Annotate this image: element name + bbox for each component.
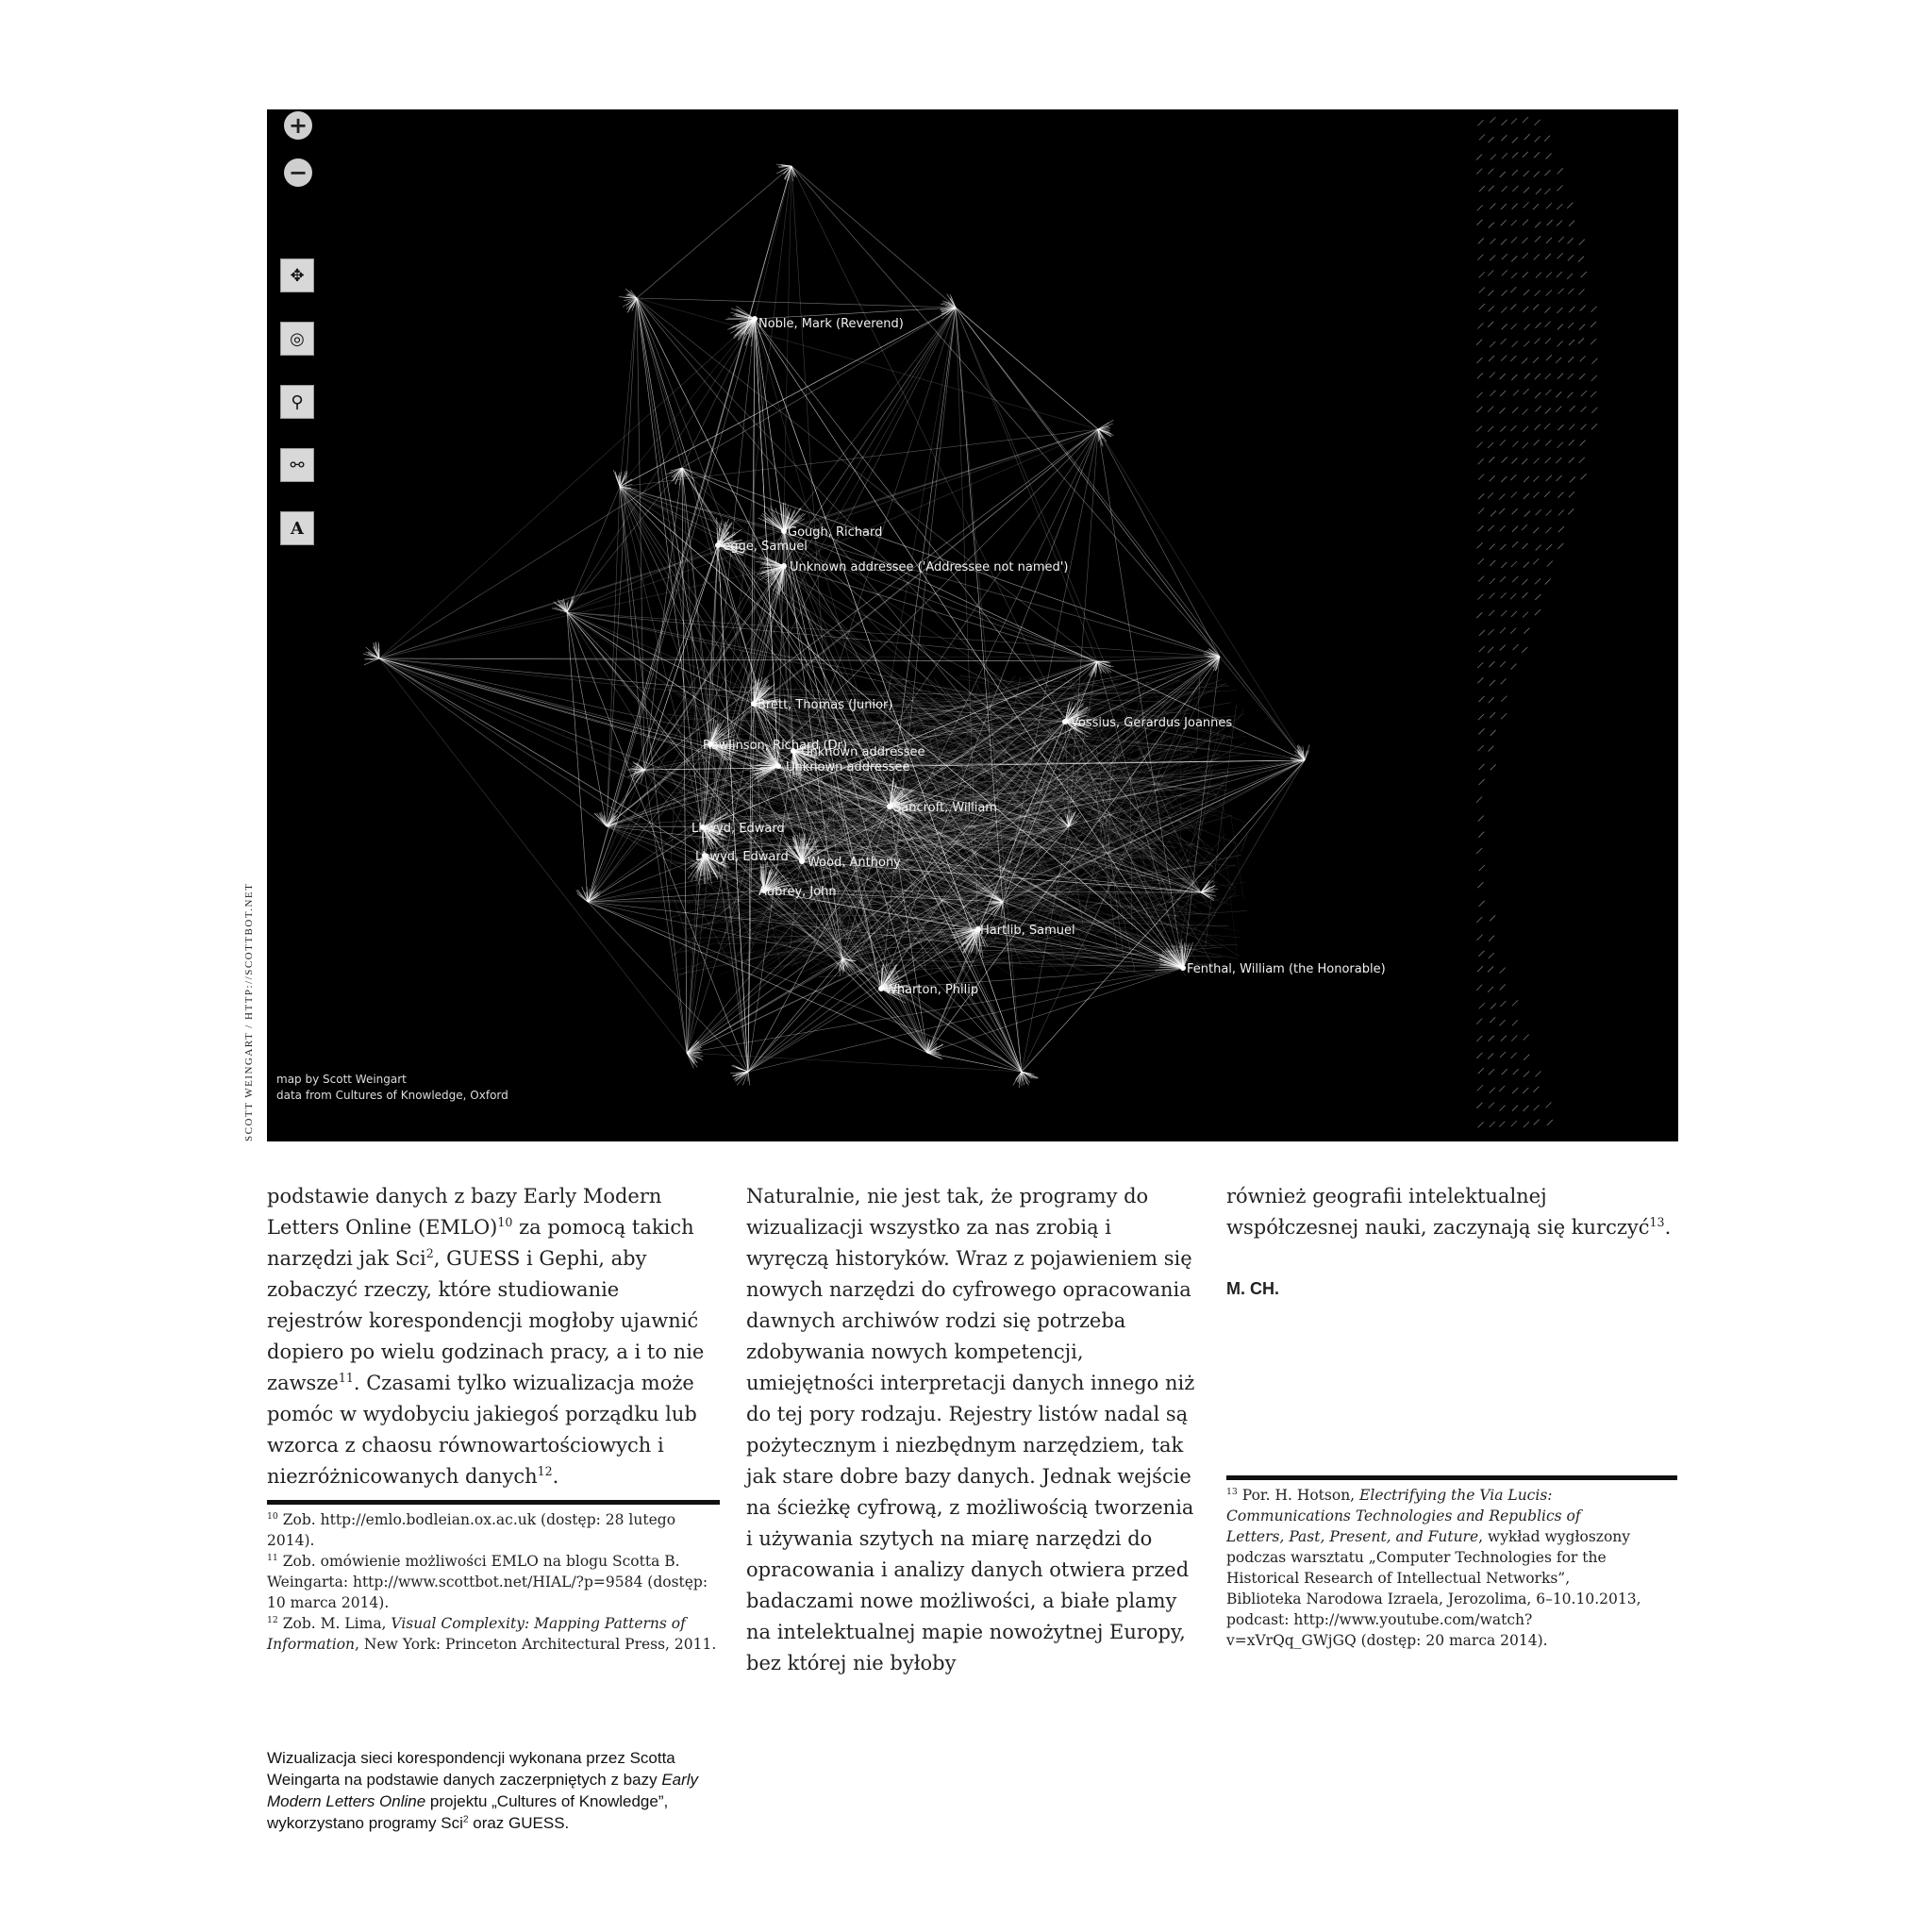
map-credit-line1: map by Scott Weingart <box>276 1073 407 1086</box>
col1-text-e: . <box>552 1465 559 1488</box>
node-label: Rawlinson, Richard (Dr) <box>703 739 848 753</box>
caption-text-a: Wizualizacja sieci korespondencji wykonana przez Scotta Weingarta na podstawie danych zaczerpniętych z bazy <box>267 1749 675 1789</box>
col1-text-b: za pomocą takich narzędzi jak Sci <box>267 1216 694 1270</box>
footnote-number: 12 <box>267 1614 278 1625</box>
node-label: Sancroft, William <box>893 801 997 815</box>
node-label: Vossius, Gerardus Joannes <box>1071 716 1233 730</box>
caption-italic: Early Modern Letters Online <box>267 1771 699 1810</box>
caption-text-b: projektu „Cultures of Knowledge”, wykorzystano programy Sci <box>267 1792 669 1832</box>
network-graph <box>267 109 1678 1141</box>
node-label: Unknown addressee ('Addressee not named') <box>790 560 1069 575</box>
footnote-title: Visual Complexity: Mapping Patterns of Information <box>267 1615 686 1653</box>
map-credit <box>276 1072 508 1104</box>
footnote-number: 13 <box>1226 1486 1238 1497</box>
node-edge-tool-icon[interactable]: ⚲ <box>280 385 314 419</box>
text-column-1 <box>267 1181 720 1492</box>
footnotes-left <box>267 1509 720 1655</box>
author-signature: M. CH. <box>1226 1279 1279 1298</box>
footnote-text: Por. H. Hotson, <box>1237 1487 1360 1504</box>
footnote-title: Electrifying the Via Lucis: Communications Technologies and Republics of Letters, Past, Present, and Future <box>1226 1487 1581 1545</box>
zoom-in-button[interactable]: + <box>284 111 312 140</box>
footnotes-right <box>1226 1485 1641 1651</box>
footnote-11 <box>267 1551 720 1613</box>
node-label: Unknown addressee <box>801 745 925 759</box>
node-label: Fenthal, William (the Honorable) <box>1187 962 1386 976</box>
network-visualization <box>267 109 1678 1141</box>
col3-text: również geografii intelektualnej współczesnej nauki, zaczynają się kurczyć <box>1226 1185 1650 1239</box>
text-column-3 <box>1226 1181 1677 1243</box>
col1-text-d: . Czasami tylko wizualizacja może pomóc w wydobyciu jakiegoś porządku lub wzorca z chaosu równowartościowych i niezróżnicowanych danych <box>267 1372 697 1488</box>
caption-text-c: oraz GUESS. <box>468 1814 570 1832</box>
figure-caption <box>267 1747 720 1834</box>
graph-node[interactable] <box>791 748 796 754</box>
node-label: Lhwyd, Edward <box>695 850 789 864</box>
footnote-text: Zob. omówienie możliwości EMLO na blogu Scotta B. Weingarta: http://www.scottbot.net/HIAL/?p=9584 (dostęp: 10 marca 2014). <box>267 1553 708 1611</box>
graph-node[interactable] <box>1180 965 1186 971</box>
graph-node[interactable] <box>775 763 781 769</box>
graph-node[interactable] <box>1062 719 1068 724</box>
footnote-text: , wykład wygłoszony podczas warsztatu „Computer Technologies for the Historical Research of Intellectual Networks”, Biblioteka Narodowa Izraela, Jerozolima, 6–10.10.2013, podcast: http://www.youtube.com/watch?v=xVrQq_GWjGQ (dostęp: 20 marca 2014). <box>1226 1528 1641 1649</box>
graph-node[interactable] <box>781 528 787 534</box>
footnote-text: , New York: Princeton Architectural Press, 2011. <box>355 1636 717 1653</box>
link-tool-icon[interactable]: ⚯ <box>280 448 314 482</box>
footnote-number: 11 <box>267 1552 278 1563</box>
footnote-divider-left <box>267 1500 720 1505</box>
footnote-ref-10[interactable]: 10 <box>497 1215 513 1229</box>
footnote-text: Zob. http://emlo.bodleian.ox.ac.uk (dostęp: 28 lutego 2014). <box>267 1511 676 1549</box>
photo-credit: SCOTT WEINGART / HTTP://SCOTTBOT.NET <box>243 882 255 1141</box>
move-tool-icon[interactable]: ✥ <box>280 258 314 292</box>
graph-node[interactable] <box>799 858 805 864</box>
col1-text-a: podstawie danych z bazy Early Modern Letters Online (EMLO) <box>267 1185 662 1239</box>
graph-node[interactable] <box>751 701 757 707</box>
col1-text-c: , GUESS i Gephi, aby zobaczyć rzeczy, które studiowanie rejestrów korespondencji mogłoby ujawnić dopiero po wielu godzinach pracy, a i to nie zawsze <box>267 1247 705 1394</box>
node-label: Brett, Thomas (Junior) <box>758 698 893 712</box>
graph-node[interactable] <box>887 804 892 809</box>
col2-text: Naturalnie, nie jest tak, że programy do wizualizacji wszystko za nas zrobią i wyręczą historyków. Wraz z pojawieniem się nowych narzędzi do cyfrowego opracowania dawnych archiwów rodzi się potrzeba zdobywania nowych kompetencji, umiejętności interpretacji danych innego niż do tej pory rodzaju. Rejestry listów nadal są pożytecznym i niezbędnym narzędziem, tak jak stare dobre bazy danych. Jednak wejście na ścieżkę cyfrową, z możliwością tworzenia i używania szytych na miarę narzędzi do opracowania i analizy danych otwiera przed badaczami nowe możliwości, a białe plamy na intelektualnej mapie nowożytnej Europy, bez której nie byłoby <box>746 1185 1195 1674</box>
col3-text-end: . <box>1664 1216 1672 1239</box>
zoom-out-button[interactable]: − <box>284 158 312 187</box>
graph-node[interactable] <box>878 986 884 991</box>
footnote-number: 10 <box>267 1510 278 1522</box>
footnote-13 <box>1226 1485 1641 1651</box>
footnote-ref-11[interactable]: 11 <box>338 1371 354 1385</box>
graph-node[interactable] <box>781 563 787 569</box>
graph-node[interactable] <box>752 316 758 322</box>
node-label: Lhwyd, Edward <box>691 822 785 836</box>
text-tool-icon[interactable]: A <box>280 511 314 545</box>
superscript-2: 2 <box>425 1246 434 1260</box>
node-label: Wharton, Philip <box>885 983 979 997</box>
footnote-12 <box>267 1613 720 1655</box>
node-label: Aubrey, John <box>758 885 837 899</box>
footnote-text: Zob. M. Lima, <box>277 1615 391 1632</box>
node-label: Gough, Richard <box>788 525 883 540</box>
footnote-ref-12[interactable]: 12 <box>537 1464 553 1478</box>
map-credit-line2: data from Cultures of Knowledge, Oxford <box>276 1089 508 1102</box>
node-label: Unknown addressee <box>786 760 910 774</box>
select-tool-icon[interactable]: ◎ <box>280 322 314 356</box>
footnote-ref-13[interactable]: 13 <box>1649 1215 1665 1229</box>
text-column-2 <box>746 1181 1199 1679</box>
node-label: Noble, Mark (Reverend) <box>758 317 904 331</box>
footnote-10 <box>267 1509 720 1551</box>
caption-superscript: 2 <box>462 1814 469 1825</box>
node-label: Hartlib, Samuel <box>980 924 1075 938</box>
footnote-divider-right <box>1226 1475 1677 1480</box>
node-label: Pegge, Samuel <box>716 540 808 554</box>
graph-edges <box>363 117 1597 1127</box>
node-label: Wood, Anthony <box>808 856 901 870</box>
